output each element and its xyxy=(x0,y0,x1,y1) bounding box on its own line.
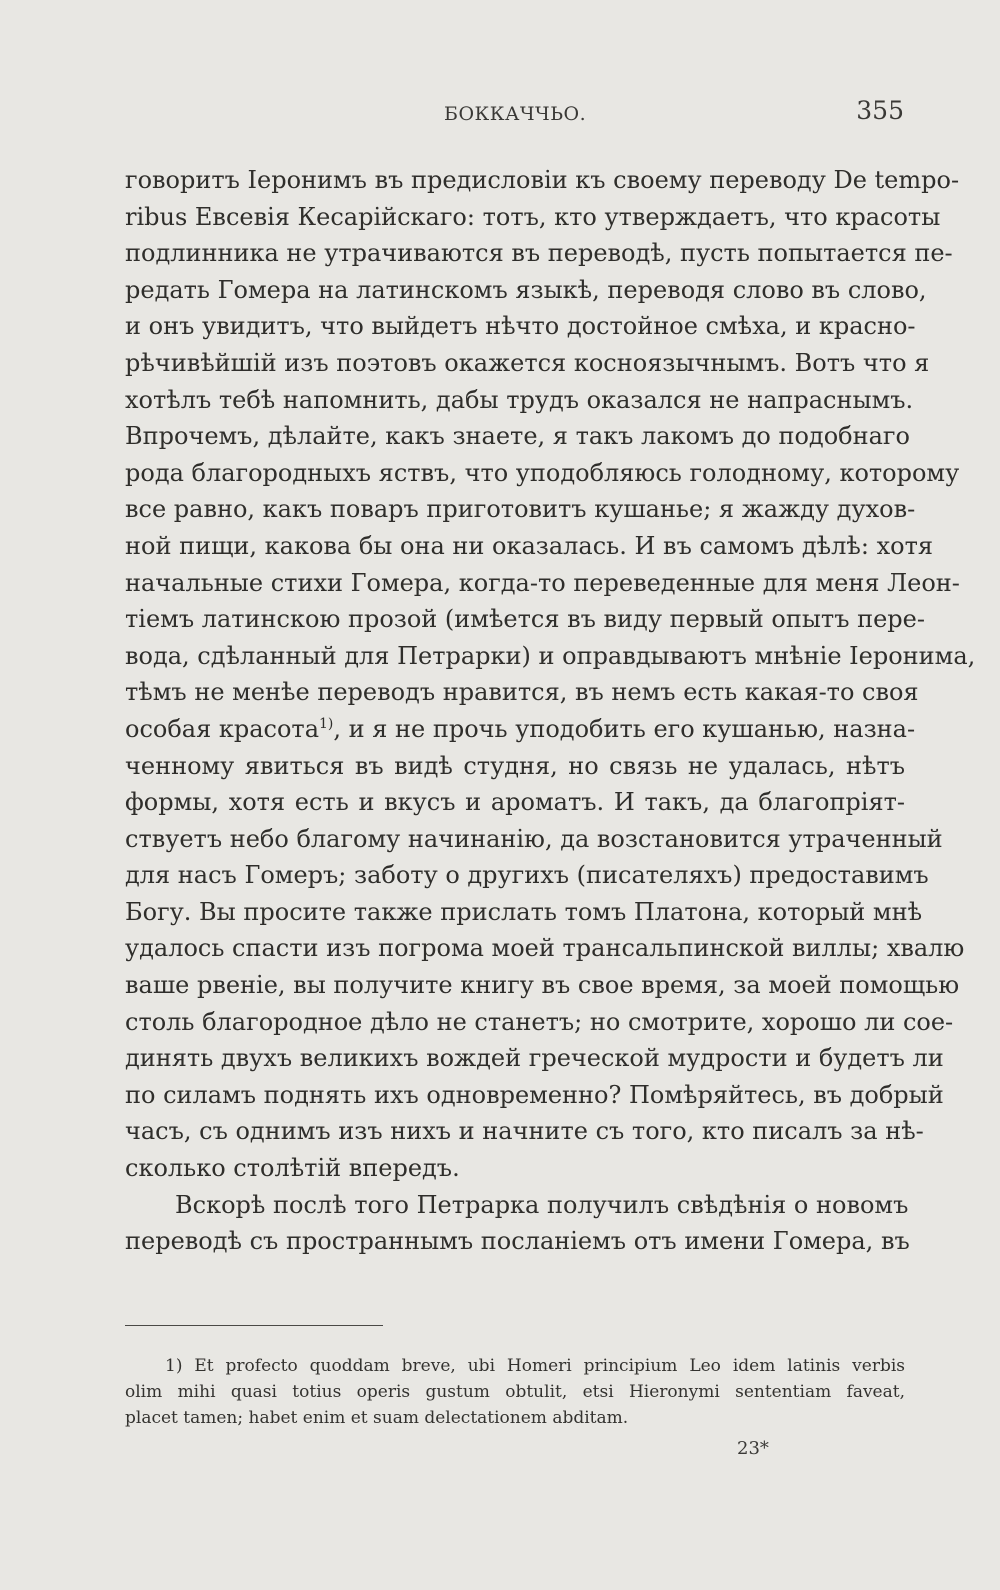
signature-mark: 23* xyxy=(737,1438,769,1459)
footnote-separator xyxy=(125,1325,383,1326)
text-line: Вскорѣ послѣ того Петрарка получилъ свѣдѣнія о новомъ xyxy=(175,1190,909,1219)
text-fragment: , и я не прочь уподобить его кушанью, назна- xyxy=(333,714,916,743)
paragraph xyxy=(125,1187,910,1260)
text-line: ствуетъ небо благому начинанію, да возстановится утраченный xyxy=(125,824,943,853)
text-line: столь благородное дѣло не станетъ; но смотрите, хорошо ли сое- xyxy=(125,1007,954,1036)
text-line: динять двухъ великихъ вождей греческой мудрости и будетъ ли xyxy=(125,1044,944,1073)
text-line: ной пищи, какова бы она ни оказалась. И въ самомъ дѣлѣ: хотя xyxy=(125,531,933,560)
text-line: переводѣ съ пространнымъ посланіемъ отъ имени Гомера, въ xyxy=(125,1227,910,1256)
text-line: Богу. Вы просите также прислать томъ Платона, который мнѣ xyxy=(125,897,923,926)
text-line: рода благородныхъ яствъ, что уподобляюсь голодному, которому xyxy=(125,458,960,487)
paragraph xyxy=(125,162,976,1187)
text-line: по силамъ поднять ихъ одновременно? Помѣряйтесь, въ добрый xyxy=(125,1080,944,1109)
text-line: ribus Евсевія Кесарійскаго: тотъ, кто утверждаетъ, что красоты xyxy=(125,202,941,231)
text-line: хотѣлъ тебѣ напомнить, дабы трудъ оказался не напраснымъ. xyxy=(125,385,914,414)
footnote-line: olim mihi quasi totius operis gustum obtulit, etsi Hieronymi sententiam faveat, xyxy=(125,1382,905,1402)
text-fragment: особая красота xyxy=(125,714,320,743)
footnote-line: 1) Et profecto quoddam breve, ubi Homeri principium Leo idem latinis verbis xyxy=(165,1356,905,1376)
text-line: подлинника не утрачиваются въ переводѣ, пусть попытается пе- xyxy=(125,239,953,268)
footnote xyxy=(125,1353,905,1431)
text-line: тіемъ латинскою прозой (имѣется въ виду первый опытъ пере- xyxy=(125,605,925,634)
text-line: тѣмъ не менѣе переводъ нравится, въ немъ есть какая-то своя xyxy=(125,678,919,707)
text-line: все равно, какъ поваръ приготовитъ кушанье; я жажду духов- xyxy=(125,495,916,524)
text-line: рѣчивѣйшій изъ поэтовъ окажется косноязычнымъ. Вотъ что я xyxy=(125,348,930,377)
text-line: начальные стихи Гомера, когда-то переведенные для меня Леон- xyxy=(125,568,960,597)
text-line: ченному явиться въ видѣ студня, но связь не удалась, нѣтъ xyxy=(125,751,905,780)
running-title: БОККАЧЧЬО. xyxy=(444,103,587,125)
text-line: часъ, съ однимъ изъ нихъ и начните съ того, кто писалъ за нѣ- xyxy=(125,1117,924,1146)
page-number: 355 xyxy=(856,96,904,125)
main-text xyxy=(125,162,976,1260)
text-line: и онъ увидитъ, что выйдетъ нѣчто достойное смѣха, и красно- xyxy=(125,312,916,341)
text-line: сколько столѣтій впередъ. xyxy=(125,1154,460,1183)
text-line: для насъ Гомеръ; заботу о другихъ (писателяхъ) предоставимъ xyxy=(125,861,929,890)
footnote-line: placet tamen; habet enim et suam delectationem abditam. xyxy=(125,1408,629,1428)
text-line: говоритъ Іеронимъ въ предисловіи къ своему переводу De tempo- xyxy=(125,166,960,194)
text-line-with-footnote-ref xyxy=(125,711,916,748)
footnote-reference[interactable]: 1) xyxy=(319,715,334,732)
text-line: редать Гомера на латинскомъ языкѣ, переводя слово въ слово, xyxy=(125,275,927,304)
text-line: вода, сдѣланный для Петрарки) и оправдываютъ мнѣніе Іеронима, xyxy=(125,641,976,670)
text-line: формы, хотя есть и вкусъ и ароматъ. И такъ, да благопріят- xyxy=(125,788,905,817)
text-line: Впрочемъ, дѣлайте, какъ знаете, я такъ лакомъ до подобнаго xyxy=(125,422,910,451)
text-line: удалось спасти изъ погрома моей трансальпинской виллы; хвалю xyxy=(125,934,965,963)
text-line: ваше рвеніе, вы получите книгу въ свое время, за моей помощью xyxy=(125,971,960,1000)
